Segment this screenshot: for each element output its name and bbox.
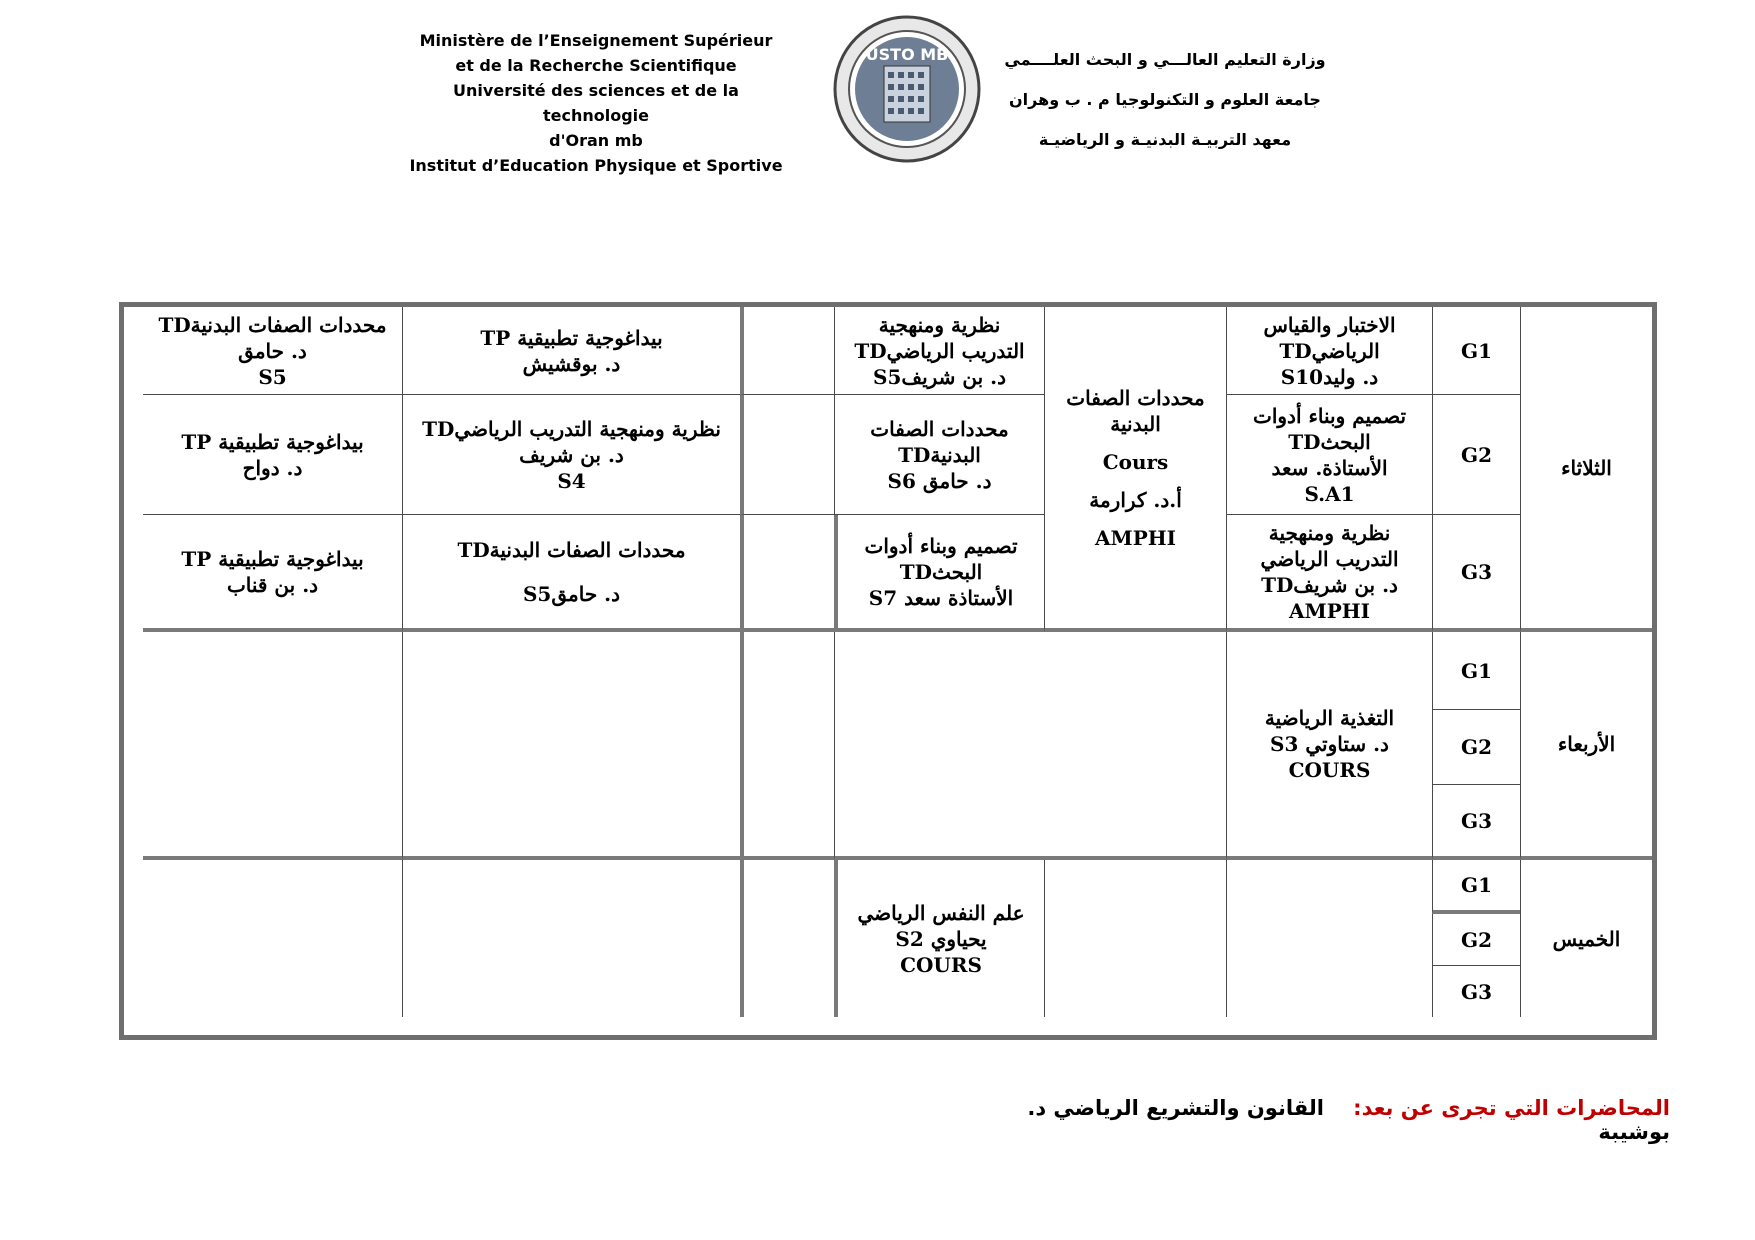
header-ar-line: وزارة التعليم العالـــي و البحث العلــــمي [1004,50,1326,69]
day-tuesday: الثلاثاء [1520,307,1652,632]
timetable [119,302,1657,1040]
session-cell [834,515,1044,632]
group-label: G1 [1432,860,1520,914]
session-line: COURS [1288,758,1371,782]
lecture-cell [1226,632,1432,860]
group-label: G2 [1432,914,1520,966]
day-wednesday: الأربعاء [1520,632,1652,860]
empty-cell [143,860,402,1017]
session-line: د. حامق S6 [887,468,992,493]
session-line: د. بن شريف [519,442,624,467]
empty-cell [740,860,834,1017]
session-line: أ.د. كرارمة [1089,487,1182,512]
session-line: د. بوقشيش [522,351,621,376]
session-line: Cours [1102,449,1169,474]
session-line: AMPHI [1095,525,1176,550]
session-line: محددات الصفات البدنيةTD [158,312,387,337]
header-fr-line: d'Oran mb [549,131,643,150]
empty-cell [402,860,740,1017]
session-line: التغذية الرياضية [1264,706,1395,730]
header-fr-line: Ministère de l’Enseignement Supérieur [419,31,773,50]
session-line: البدنية [1110,411,1161,436]
group-label: G3 [1432,785,1520,860]
empty-cell [740,395,834,515]
session-line: AMPHI [1289,598,1370,623]
session-line: COURS [900,952,982,977]
session-line: البدنيةTD [898,442,981,467]
session-cell [402,395,740,515]
session-line: تصميم وبناء أدوات [864,533,1018,558]
session-cell [402,515,740,632]
logo-text: USTO MB [865,45,949,64]
group-label: G1 [1432,632,1520,710]
session-line: تصميم وبناء أدوات [1253,403,1407,428]
session-cell [402,307,740,395]
session-line: نظرية ومنهجية التدريب الرياضيTD [422,416,721,441]
group-label: G2 [1432,710,1520,785]
header-arabic [995,40,1335,160]
session-line: الأستاذة سعد S7 [868,585,1014,610]
empty-cell [1044,860,1226,1017]
session-line: محددات الصفات [1066,385,1205,410]
session-line: بيداغوجية تطبيقية TP [480,325,663,350]
empty-cell [834,632,1226,860]
session-cell [1226,395,1432,515]
lecture-cell [1044,307,1226,632]
session-line: نظرية ومنهجية [878,312,1001,337]
remote-lectures-label: المحاضرات التي تجرى عن بعد: [1353,1096,1670,1120]
session-line: د. حامق [238,338,307,363]
session-line: د. بن شريفTD [1261,572,1398,597]
session-line: الرياضيTD [1279,338,1380,363]
session-cell [1226,515,1432,632]
empty-cell [402,632,740,860]
empty-cell [143,632,402,860]
session-line: البحثTD [899,559,983,584]
session-line: علم النفس الرياضي [857,900,1025,925]
session-line: د. بن شريفS5 [873,364,1007,389]
group-label: G2 [1432,395,1520,515]
session-line: محددات الصفات البدنيةTD [457,537,686,562]
session-line: الأستاذة. سعد [1271,455,1388,480]
session-line: د. وليدS10 [1280,364,1379,389]
session-cell [143,395,402,515]
empty-cell [1226,860,1432,1017]
session-line: بيداغوجية تطبيقية TP [181,546,364,571]
remote-lectures-note [990,1096,1670,1144]
group-label: G3 [1432,515,1520,632]
session-cell [834,307,1044,395]
header-fr-line: et de la Recherche Scientifique [455,56,737,75]
session-line: محددات الصفات [870,416,1009,441]
header-ar-line: جامعة العلوم و التكنولوجيا م . ب وهران [1009,90,1321,109]
remote-lectures-text: القانون والتشريع الرياضي د. بوشيبة [1027,1096,1670,1144]
session-line: د. دواح [242,455,303,480]
session-cell [834,395,1044,515]
group-label: G3 [1432,966,1520,1017]
session-line: د. حامقS5 [522,581,621,606]
session-line: التدريب الرياضيTD [854,338,1025,363]
empty-cell [740,632,834,860]
session-line: البحثTD [1288,429,1371,454]
header-fr-line: Université des sciences et de la technologie [453,81,739,125]
session-line: د. ستاوتي S3 [1270,732,1389,756]
university-logo [832,14,982,164]
session-line: التدريب الرياضي [1260,546,1399,571]
session-cell [143,307,402,395]
session-line: يحياوي S2 [895,926,987,951]
group-label: G1 [1432,307,1520,395]
session-cell [1226,307,1432,395]
session-line: د. بن قناب [226,572,319,597]
header-fr-line: Institut d’Education Physique et Sportive [409,156,783,175]
empty-cell [740,307,834,395]
header-ar-line: معهد التربيـة البدنيـة و الرياضيـة [1038,130,1292,149]
day-thursday: الخميس [1520,860,1652,1017]
session-line: نظرية ومنهجية [1268,520,1391,545]
session-cell [143,515,402,632]
session-line: الاختبار والقياس [1263,312,1396,337]
header-french [400,28,792,178]
empty-cell [740,515,834,632]
session-line: S5 [258,364,287,389]
session-line: S4 [557,468,586,493]
lecture-cell [834,860,1044,1017]
session-line: بيداغوجية تطبيقية TP [181,429,364,454]
session-line: S.A1 [1304,481,1355,506]
